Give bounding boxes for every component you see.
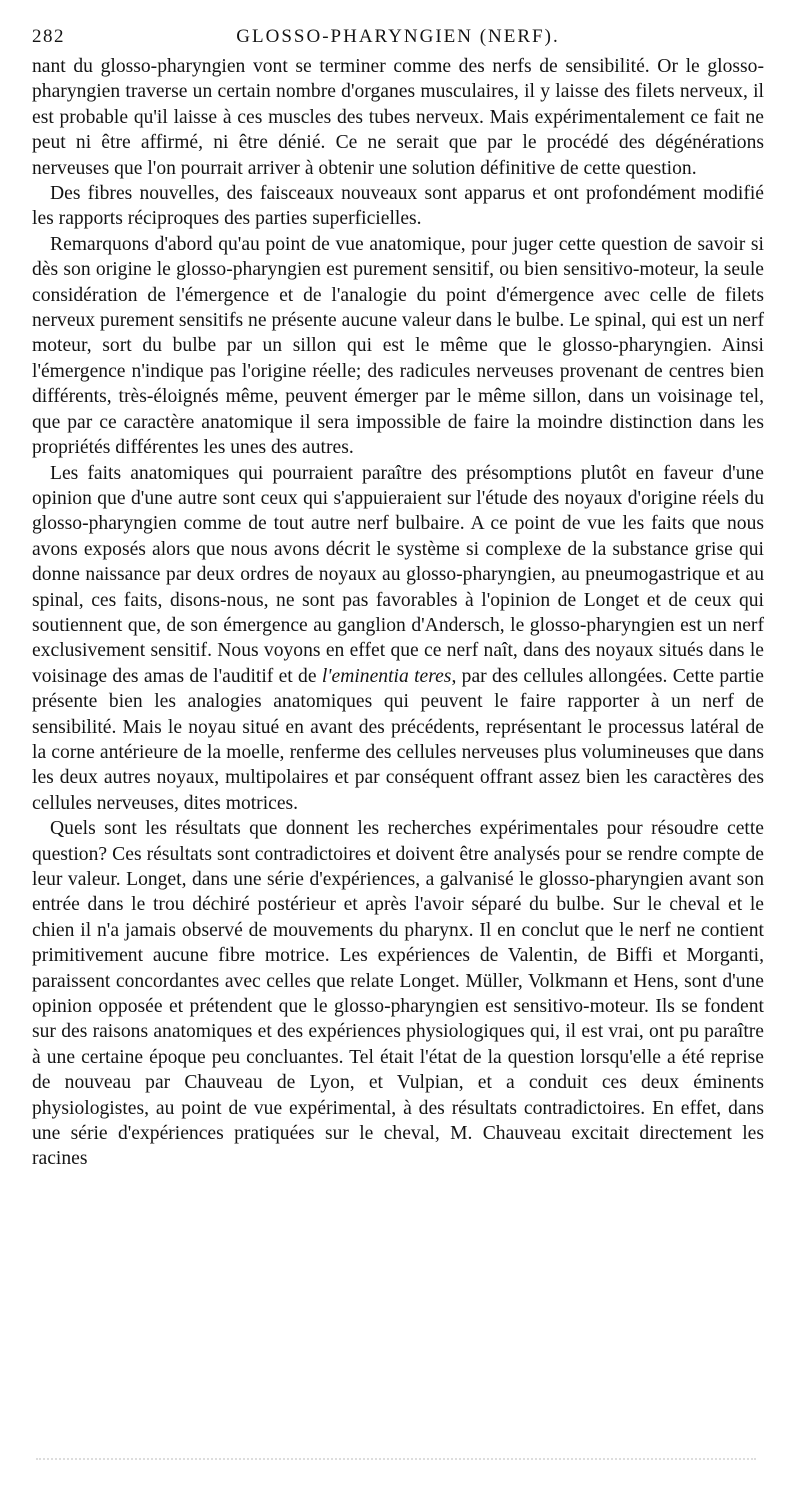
paragraph: Remarquons d'abord qu'au point de vue anatomique, pour juger cette question de savoir si dès son origine le glosso-pharyngien est purement sensitif, ou bien sensitivo-moteur, la seule considération de l'émergence et de l'analogie du point d'émergence avec celle de filets nerveux purement sensitifs ne présente aucune valeur dans le bulbe. Le spinal, qui est un nerf moteur, sort du bulbe par un sillon qui est le même que le glosso-pharyngien. Ainsi l'émergence n'indique pas l'origine réelle; des radicules nerveuses provenant de centres bien différents, très-éloignés même, peuvent émerger par le même sillon, dans un voisinage tel, que par ce caractère anatomique il sera impossible de faire la moindre distinction dans les propriétés différentes les unes des autres. (32, 233, 764, 459)
page (32, 26, 764, 1172)
body-text (32, 54, 764, 1172)
italic-term: l'eminentia teres (321, 665, 452, 687)
footer-smudge (36, 1458, 756, 1464)
paragraph: Des fibres nouvelles, des faisceaux nouveaux sont apparus et ont profondément modifié les rapports réciproques des parties superficielles. (32, 183, 764, 230)
paragraph: nant du glosso-pharyngien vont se terminer comme des nerfs de sensibilité. Or le glosso-pharyngien traverse un certain nombre d'organes musculaires, il y laisse des filets nerveux, il est probable qu'il laisse à ces muscles des tubes nerveux. Mais expérimentalement ce fait ne peut ni être affirmé, ni être dénié. Ce ne serait que par le procédé des dégénérations nerveuses que l'on pourrait arriver à obtenir une solution définitive de cette question. (32, 56, 764, 179)
paragraph: Les faits anatomiques qui pourraient paraître des présomptions plutôt en faveur d'une opinion que d'une autre sont ceux qui s'appuieraient sur l'étude des noyaux d'origine réels du glosso-pharyngien comme de tout autre nerf bulbaire. A ce point de vue les faits que nous avons exposés alors que nous avons décrit le système si complexe de la substance grise qui donne naissance par deux ordres de noyaux au glosso-pharyngien, au pneumogastrique et au spinal, ces faits, disons-nous, ne sont pas favorables à l'opinion de Longet et de ceux qui soutiennent que, de son émergence au ganglion d'Andersch, le glosso-pharyngien est un nerf exclusivement sensitif. Nous voyons en effet que ce nerf naît, dans des noyaux situés dans le voisinage des amas de l'auditif et de l'eminentia teres, par des cellules allongées. Cette partie présente bien les analogies anatomiques qui peuvent le faire rapporter à un nerf de sensibilité. Mais le noyau situé en avant des précédents, représentant le processus latéral de la corne antérieure de la moelle, renferme des cellules nerveuses plus volumineuses que dans les deux autres noyaux, multipolaires et par conséquent offrant assez bien les caractères des cellules nerveuses, dites motrices. (32, 462, 764, 814)
page-number: 282 (32, 26, 65, 47)
paragraph: Quels sont les résultats que donnent les recherches expérimentales pour résoudre cette question? Ces résultats sont contradictoires et doivent être analysés pour se rendre compte de leur valeur. Longet, dans une série d'expériences, a galvanisé le glosso-pharyngien avant son entrée dans le trou déchiré postérieur et après l'avoir séparé du bulbe. Sur le cheval et le chien il n'a jamais observé de mouvements du pharynx. Il en conclut que le nerf ne contient primitivement aucune fibre motrice. Les expériences de Valentin, de Biffi et Morganti, paraissent concordantes avec celles que relate Longet. Müller, Volkmann et Hens, sont d'une opinion opposée et prétendent que le glosso-pharyngien est sensitivo-moteur. Ils se fondent sur des raisons anatomiques et des expériences physiologiques qui, il est vrai, ont pu paraître à une certaine époque peu concluantes. Tel était l'état de la question lorsqu'elle a été reprise de nouveau par Chauveau de Lyon, et Vulpian, et a conduit ces deux éminents physiologistes, au point de vue expérimental, à des résultats contradictoires. En effet, dans une série d'expériences pratiquées sur le cheval, M. Chauveau excitait directement les racines (32, 818, 764, 1170)
page-header (32, 26, 764, 54)
running-title: GLOSSO-PHARYNGIEN (NERF). (236, 26, 560, 47)
